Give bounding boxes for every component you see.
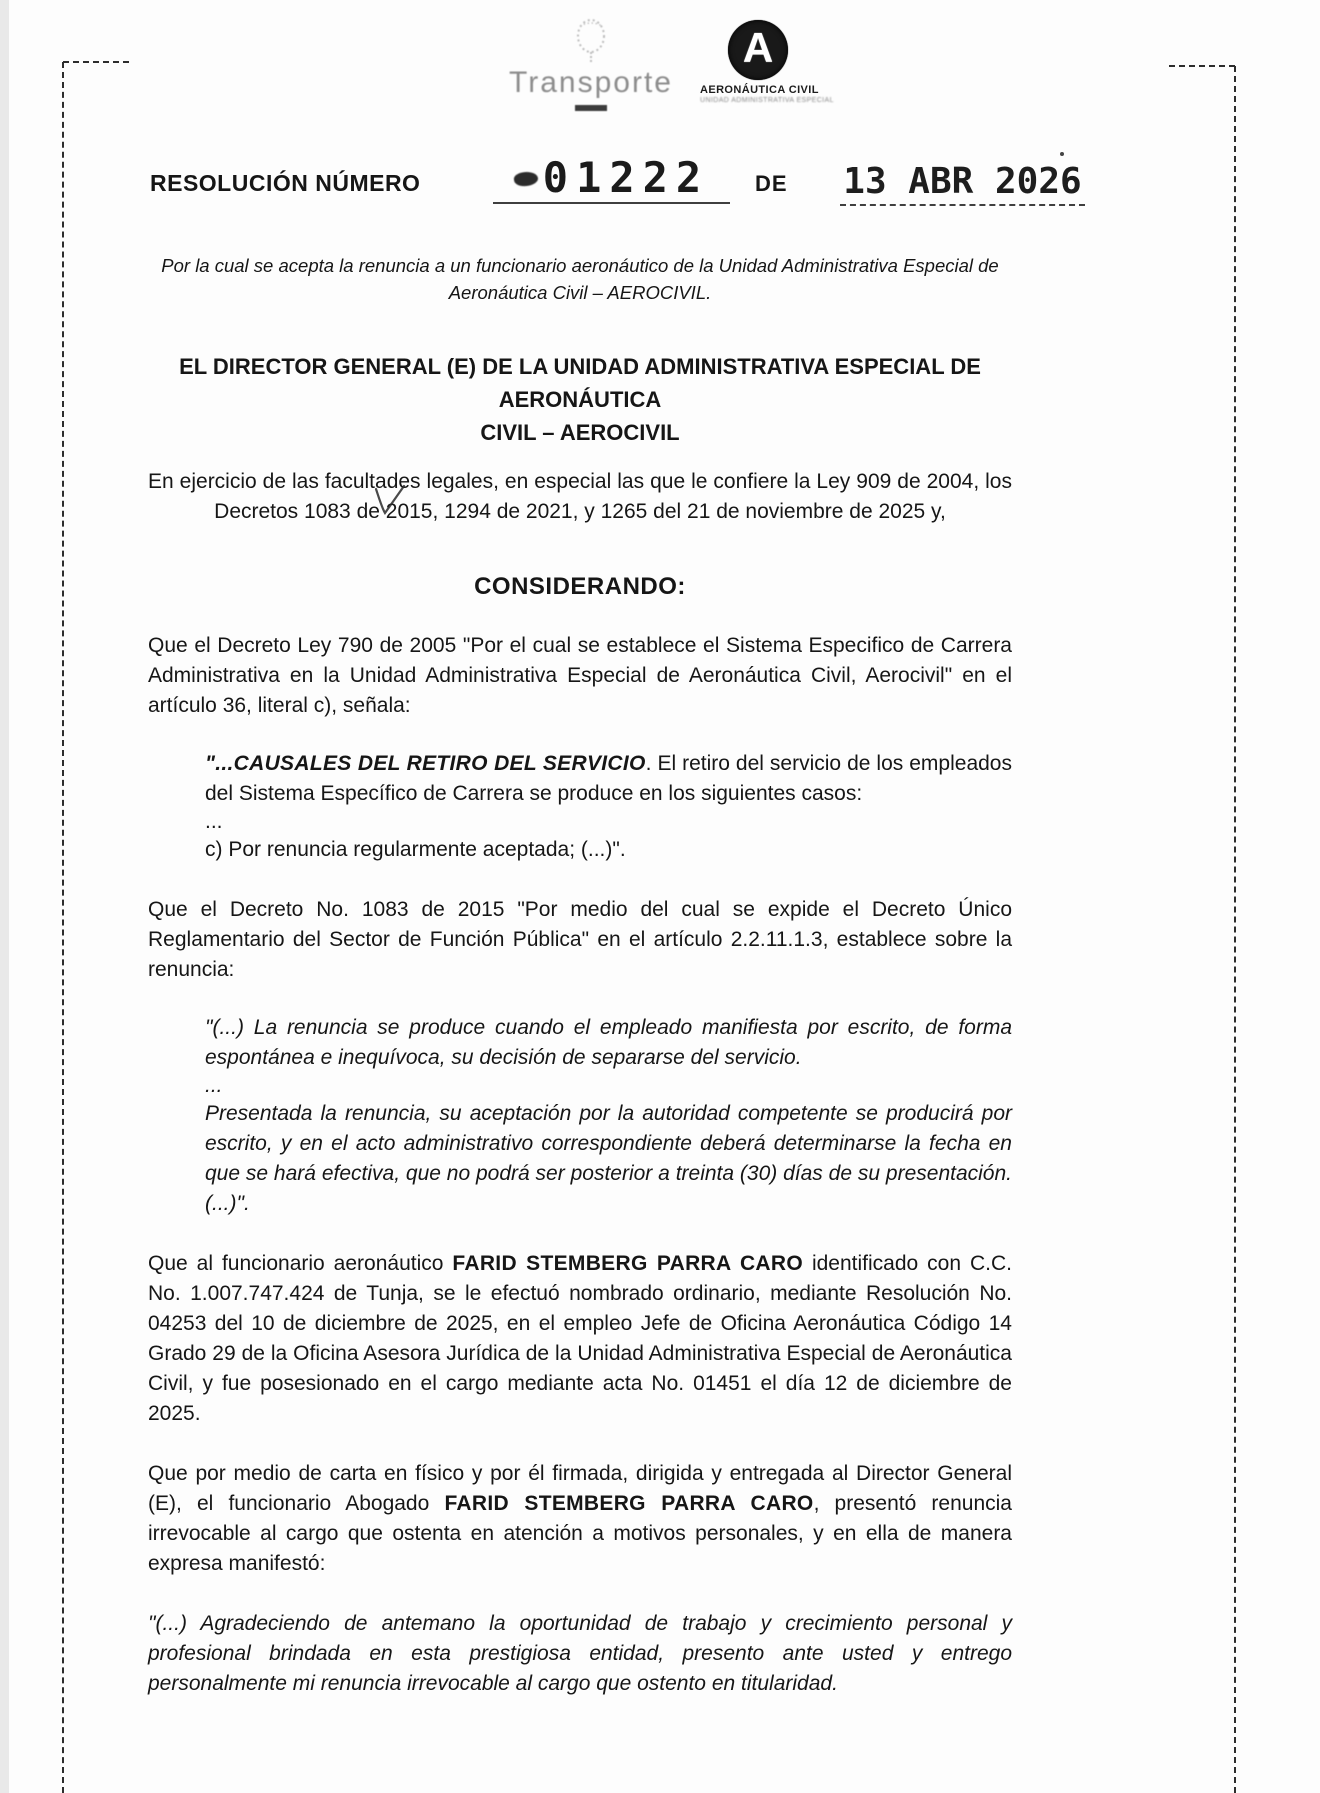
quote-agradecimiento: "(...) Agradeciendo de antemano la oportunidad de trabajo y crecimiento personal y profesional brindada en esta prestigiosa entidad, presento ante usted y entrego personalmente mi renuncia irrevocable al cargo que ostento en titularidad. [148,1612,1012,1695]
resolution-number-field [493,153,730,204]
resolution-de-label: DE [755,171,788,196]
quote-renuncia-part1: "(...) La renuncia se produce cuando el empleado manifiesta por escrito, de forma espontánea e inequívoca, su decisión de separarse del servicio. [205,1016,1012,1069]
authority-heading-line: EL DIRECTOR GENERAL (E) DE LA UNIDAD ADMINISTRATIVA ESPECIAL DE [179,354,981,379]
official-name: FARID STEMBERG PARRA CARO [444,1492,814,1515]
resolution-date-stamp: 13 ABR 2026 [843,161,1082,202]
quote-causales-retiro [205,749,1012,865]
paragraph-nombramiento [148,1249,1012,1429]
ministry-logo-word: Transporte [509,66,673,99]
resolution-number-label: RESOLUCIÓN NÚMERO [150,170,421,196]
quote-renuncia-part2: Presentada la renuncia, su aceptación por la autoridad competente se producirá por escrito, y en el acto administrativo correspondiente deberá determinarse la fecha en que se hará efectiva, que no podrá ser posterior a treinta (30) días de su presentación. (...)". [205,1102,1012,1215]
page-frame-top-right [1169,65,1235,67]
scan-edge-shadow [0,0,9,1793]
scan-speck [1060,152,1064,156]
ink-smudge-icon [513,170,539,187]
nombramiento-text-1: Que al funcionario aeronáutico [148,1252,453,1275]
document-page [148,18,1082,1699]
official-name: FARID STEMBERG PARRA CARO [452,1252,803,1275]
aerocivil-logo [700,18,834,104]
resolution-number-stamp: 01222 [542,153,710,202]
legal-powers-paragraph [148,467,1012,527]
ministry-transporte-logo [498,18,684,116]
quote-literal-c: c) Por renuncia regularmente aceptada; (...)". [205,838,626,861]
authority-heading [148,350,1012,449]
aerocivil-logo-letter: A [742,24,774,71]
aerocivil-logo-circle-icon [728,20,788,80]
resolution-date-field [840,161,1085,206]
quote-ellipsis: ... [205,1074,223,1097]
ministry-logo-bar [575,105,607,111]
legal-powers-text: En ejercicio de las facultades legales, en especial las que le confiere la Ley 909 de 2004, los Decretos 1083 de 2015, 1294 de 2021, y 1265 del 21 de noviembre de 2025 y, [148,470,1012,523]
quote-causales-rest: . El retiro del servicio de los empleados del Sistema Específico de Carrera se produce en los siguientes casos: [205,752,1012,805]
handwritten-tick-icon [372,483,408,517]
quote-renuncia-definicion [205,1013,1012,1219]
authority-heading-line: CIVIL – AEROCIVIL [480,420,680,445]
paragraph-carta-renuncia [148,1459,1012,1579]
header-logos [148,18,1012,126]
carta-text-1: Que por medio de carta en físico y por él firmada, dirigida y entregada al Director General (E), el funcionario Abogado [148,1462,1012,1515]
paragraph-decreto-1083: Que el Decreto No. 1083 de 2015 "Por medio del cual se expide el Decreto Único Reglamentario del Sector de Función Pública" en el artículo 2.2.11.1.3, establece sobre la renuncia: [148,898,1012,981]
carta-text-2: , presentó renuncia irrevocable al cargo que ostenta en atención a motivos personales, y en ella de manera expresa manifestó: [148,1492,1012,1575]
resolution-header-row [148,148,1082,206]
page-frame-top-left [63,61,129,63]
aerocivil-logo-name: AERONÁUTICA CIVIL [700,84,819,96]
nombramiento-text-2: identificado con C.C. No. 1.007.747.424 de Tunja, se le efectuó nombrado ordinario, mediante Resolución No. 04253 del 10 de diciembre de 2025, en el empleo Jefe de Oficina Aeronáutica Código 14 Grado 29 de la Oficina Asesora Jurídica de la Unidad Administrativa Especial de Aeronáutica Civil, y fue posesionado en el cargo mediante acta No. 01451 el día 12 de diciembre de 2025. [148,1252,1012,1425]
considerando-heading: CONSIDERANDO: [474,573,686,600]
quote-causales-text [205,749,1012,809]
ministry-emblem-icon [560,18,622,66]
resolution-subject: Por la cual se acepta la renuncia a un funcionario aeronáutico de la Unidad Administrativa Especial de Aeronáutica Civil – AEROCIVIL. [161,255,999,303]
quote-causales-lead: "...CAUSALES DEL RETIRO DEL SERVICIO [205,752,646,775]
authority-heading-line: AERONÁUTICA [498,387,662,412]
page-frame-right [1234,66,1236,1793]
quote-ellipsis: ... [205,810,223,833]
aerocivil-logo-tagline: UNIDAD ADMINISTRATIVA ESPECIAL [700,97,834,104]
paragraph-decreto-790: Que el Decreto Ley 790 de 2005 "Por el cual se establece el Sistema Especifico de Carrera Administrativa en la Unidad Administrativa Especial de Aeronáutica Civil, Aerocivil" en el artículo 36, literal c), señala: [148,634,1012,717]
page-frame-left [62,62,64,1793]
